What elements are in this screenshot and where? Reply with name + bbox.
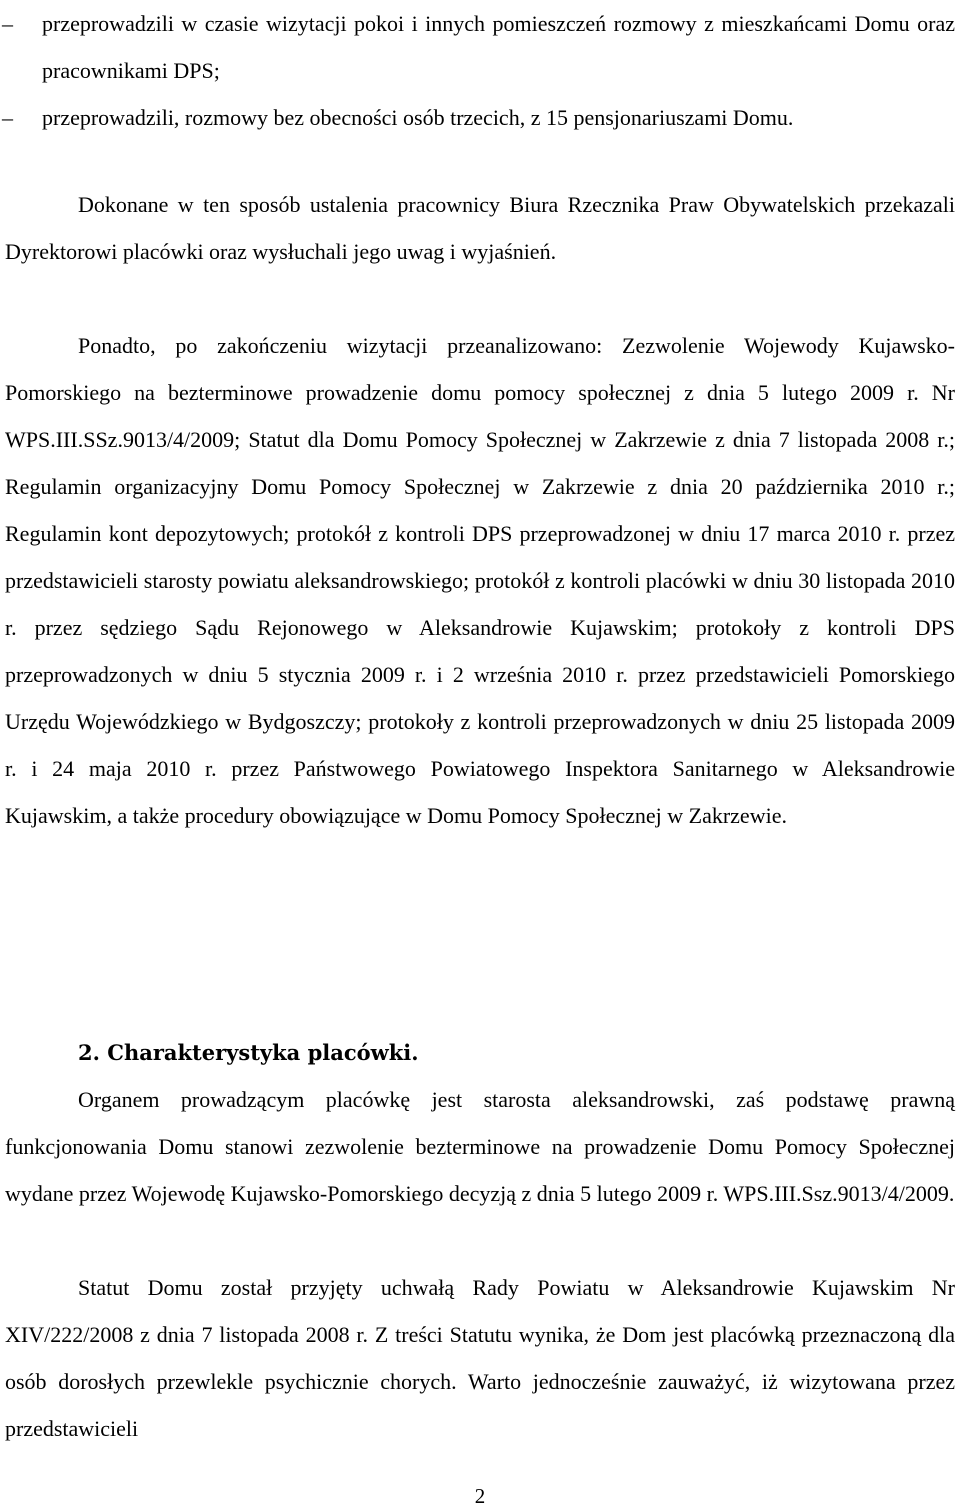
paragraph-findings: Dokonane w ten sposób ustalenia pracownicy Biura Rzecznika Praw Obywatelskich przekazali Dyrektorowi placówki oraz wysłuchali jego uwag i wyjaśnień. (5, 192, 955, 264)
paragraph-governing-body: Organem prowadzącym placówkę jest starosta aleksandrowski, zaś podstawę prawną funkcjonowania Domu stanowi zezwolenie bezterminowe na prowadzenie Domu Pomocy Społecznej wydane przez Wojewodę Kujawsko-Pomorskiego decyzją z dnia 5 lutego 2009 r. WPS.III.Ssz.9013/4/2009. (5, 1087, 955, 1206)
list-item-text: przeprowadzili w czasie wizytacji pokoi i innych pomieszczeń rozmowy z mieszkańcami Domu oraz pracownikami DPS; (42, 11, 955, 83)
section-heading: 2. Charakterystyka placówki. (78, 1040, 419, 1065)
page-number: 2 (474, 1484, 486, 1508)
bullet-list (0, 0, 955, 141)
dash-marker: – (2, 105, 13, 130)
dash-marker: – (2, 11, 13, 36)
list-item (0, 0, 955, 94)
list-item-text: przeprowadzili, rozmowy bez obecności osób trzecich, z 15 pensjonariuszami Domu. (42, 105, 794, 130)
paragraph-statute: Statut Domu został przyjęty uchwałą Rady Powiatu w Aleksandrowie Kujawskim Nr XIV/222/2008 z dnia 7 listopada 2008 r. Z treści Statutu wynika, że Dom jest placówką przeznaczoną dla osób dorosłych przewlekle psychicznie chorych. Warto jednocześnie zauważyć, iż wizytowana przez przedstawicieli (5, 1275, 955, 1441)
paragraph-analysis: Ponadto, po zakończeniu wizytacji przeanalizowano: Zezwolenie Wojewody Kujawsko-Pomorskiego na bezterminowe prowadzenie domu pomocy społecznej z dnia 5 lutego 2009 r. Nr WPS.III.SSz.9013/4/2009; Statut dla Domu Pomocy Społecznej w Zakrzewie z dnia 7 listopada 2008 r.; Regulamin organizacyjny Domu Pomocy Społecznej w Zakrzewie z dnia 20 października 2010 r.; Regulamin kont depozytowych; protokół z kontroli DPS przeprowadzonej w dniu 17 marca 2010 r. przez przedstawicieli starosty powiatu aleksandrowskiego; protokół z kontroli placówki w dniu 30 listopada 2010 r. przez sędziego Sądu Rejonowego w Aleksandrowie Kujawskim; protokoły z kontroli DPS przeprowadzonych w dniu 5 stycznia 2009 r. i 2 września 2010 r. przez przedstawicieli Pomorskiego Urzędu Wojewódzkiego w Bydgoszczy; protokoły z kontroli przeprowadzonych w dniu 25 listopada 2009 r. i 24 maja 2010 r. przez Państwowego Powiatowego Inspektora Sanitarnego w Aleksandrowie Kujawskim, a także procedury obowiązujące w Domu Pomocy Społecznej w Zakrzewie. (5, 333, 955, 828)
list-item (0, 94, 955, 141)
